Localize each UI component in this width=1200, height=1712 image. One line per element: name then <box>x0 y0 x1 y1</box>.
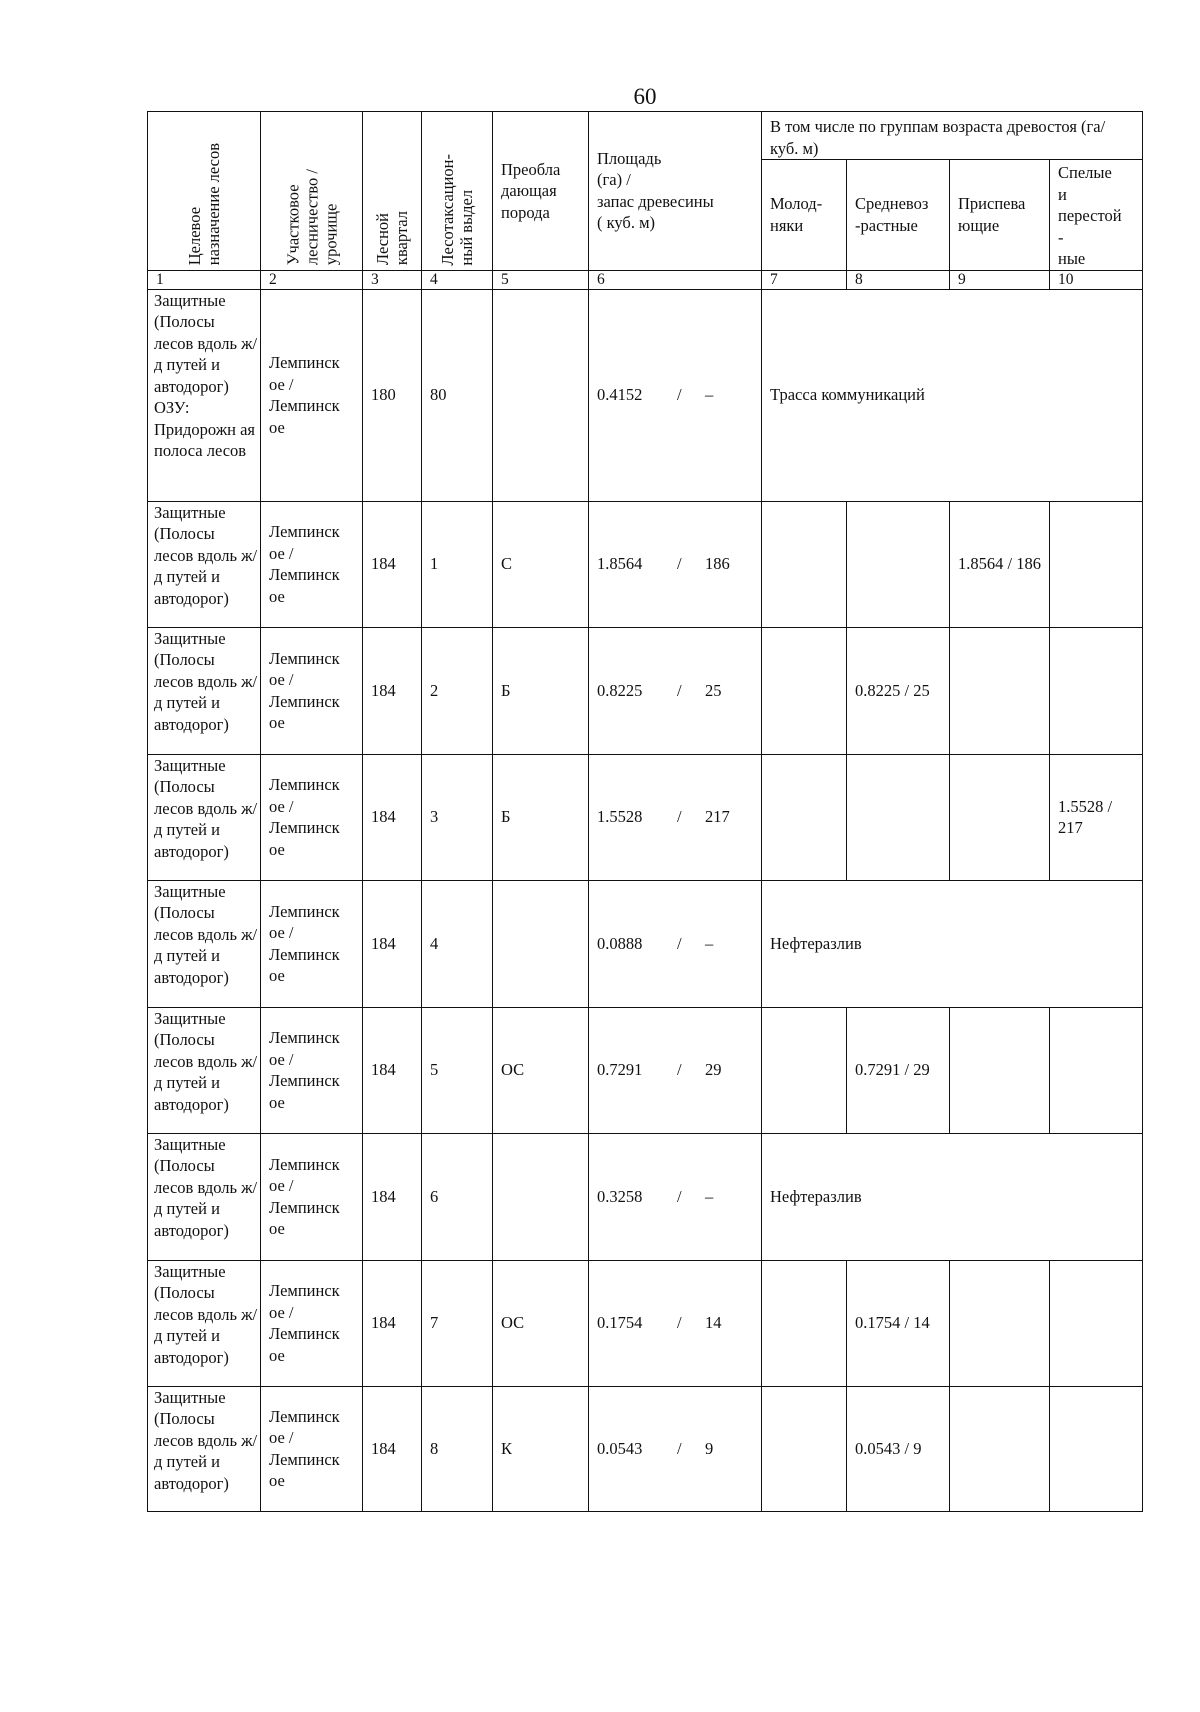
column-number: 6 <box>589 270 762 289</box>
header-plot <box>422 112 493 271</box>
cell-premature <box>950 1386 1050 1511</box>
column-number: 8 <box>847 270 950 289</box>
cell-species: С <box>493 501 589 627</box>
cell-quarter: 184 <box>363 754 422 880</box>
cell-premature: 1.8564 / 186 <box>950 501 1050 627</box>
cell-area-stock <box>589 627 762 754</box>
cell-area-stock <box>589 289 762 501</box>
cell-purpose: Защитные (Полосы лесов вдоль ж/д путей и автодорог) <box>148 627 261 754</box>
column-number: 1 <box>148 270 261 289</box>
column-number: 9 <box>950 270 1050 289</box>
cell-young <box>762 754 847 880</box>
table-row <box>148 289 1143 501</box>
table-row <box>148 501 1143 627</box>
table-header <box>148 112 1143 290</box>
cell-area-stock <box>589 880 762 1007</box>
cell-forestry: Лемпинск ое / Лемпинск ое <box>261 1386 363 1511</box>
cell-species <box>493 289 589 501</box>
cell-plot: 6 <box>422 1133 493 1260</box>
table-row <box>148 754 1143 880</box>
header-premature-text: Приспева ющие <box>958 194 1026 235</box>
cell-young <box>762 1386 847 1511</box>
cell-mature <box>1050 1007 1143 1133</box>
cell-middle: 0.0543 / 9 <box>847 1386 950 1511</box>
header-age-groups: В том числе по группам возраста древостоя (га/ куб. м) <box>762 112 1143 160</box>
cell-middle: 0.7291 / 29 <box>847 1007 950 1133</box>
cell-quarter: 184 <box>363 1386 422 1511</box>
cell-area-stock <box>589 1260 762 1386</box>
slash-separator: / <box>677 1186 682 1206</box>
cell-premature <box>950 627 1050 754</box>
cell-stock: 14 <box>705 1313 722 1333</box>
cell-mature <box>1050 1260 1143 1386</box>
cell-forestry: Лемпинск ое / Лемпинск ое <box>261 289 363 501</box>
cell-forestry: Лемпинск ое / Лемпинск ое <box>261 1007 363 1133</box>
cell-young <box>762 1260 847 1386</box>
cell-stock: 29 <box>705 1060 722 1080</box>
column-number: 4 <box>422 270 493 289</box>
cell-forestry: Лемпинск ое / Лемпинск ое <box>261 880 363 1007</box>
header-plot-text: Лесотаксацион- ный выдел <box>438 153 476 266</box>
page-number: 60 <box>633 84 657 109</box>
cell-forestry: Лемпинск ое / Лемпинск ое <box>261 754 363 880</box>
cell-young <box>762 1007 847 1133</box>
cell-plot: 7 <box>422 1260 493 1386</box>
cell-middle <box>847 501 950 627</box>
cell-stock: – <box>705 385 714 405</box>
header-quarter-text: Лесной квартал <box>373 211 411 266</box>
cell-mature <box>1050 1386 1143 1511</box>
table-row <box>148 1386 1143 1511</box>
cell-middle: 0.8225 / 25 <box>847 627 950 754</box>
header-purpose-text: Целевое назначение лесов <box>185 143 223 266</box>
cell-area: 1.5528 <box>597 807 643 827</box>
header-premature <box>950 160 1050 271</box>
cell-forestry: Лемпинск ое / Лемпинск ое <box>261 1133 363 1260</box>
cell-premature <box>950 1007 1050 1133</box>
cell-plot: 4 <box>422 880 493 1007</box>
cell-quarter: 184 <box>363 1260 422 1386</box>
cell-forestry: Лемпинск ое / Лемпинск ое <box>261 1260 363 1386</box>
cell-species: ОС <box>493 1260 589 1386</box>
table-row <box>148 880 1143 1007</box>
cell-middle <box>847 754 950 880</box>
cell-quarter: 184 <box>363 627 422 754</box>
cell-mature <box>1050 501 1143 627</box>
cell-species: ОС <box>493 1007 589 1133</box>
cell-mature <box>1050 627 1143 754</box>
cell-area-stock <box>589 754 762 880</box>
cell-note: Нефтеразлив <box>762 1133 1143 1260</box>
cell-area-stock <box>589 1007 762 1133</box>
column-number: 3 <box>363 270 422 289</box>
table-row <box>148 1260 1143 1386</box>
cell-young <box>762 627 847 754</box>
header-middle <box>847 160 950 271</box>
header-mature <box>1050 160 1143 271</box>
slash-separator: / <box>677 807 682 827</box>
forest-plots-table <box>147 111 1143 1512</box>
header-quarter <box>363 112 422 271</box>
header-forestry <box>261 112 363 271</box>
cell-purpose: Защитные (Полосы лесов вдоль ж/д путей и автодорог) <box>148 880 261 1007</box>
cell-young <box>762 501 847 627</box>
cell-area-stock <box>589 1386 762 1511</box>
cell-note: Трасса коммуникаций <box>762 289 1143 501</box>
slash-separator: / <box>677 1313 682 1333</box>
cell-quarter: 184 <box>363 1133 422 1260</box>
slash-separator: / <box>677 680 682 700</box>
cell-quarter: 180 <box>363 289 422 501</box>
header-middle-text: Средневоз -растные <box>855 194 929 235</box>
cell-area: 0.3258 <box>597 1186 643 1206</box>
cell-plot: 5 <box>422 1007 493 1133</box>
cell-species: Б <box>493 754 589 880</box>
table-row <box>148 1007 1143 1133</box>
header-young <box>762 160 847 271</box>
cell-plot: 80 <box>422 289 493 501</box>
column-numbers-row <box>148 270 1143 289</box>
slash-separator: / <box>677 385 682 405</box>
cell-quarter: 184 <box>363 880 422 1007</box>
cell-area: 0.0888 <box>597 933 643 953</box>
cell-plot: 1 <box>422 501 493 627</box>
cell-quarter: 184 <box>363 501 422 627</box>
cell-species: К <box>493 1386 589 1511</box>
cell-species: Б <box>493 627 589 754</box>
cell-area: 1.8564 <box>597 554 643 574</box>
cell-area: 0.1754 <box>597 1313 643 1333</box>
cell-stock: 186 <box>705 554 730 574</box>
header-area <box>589 112 762 271</box>
slash-separator: / <box>677 1060 682 1080</box>
slash-separator: / <box>677 1438 682 1458</box>
cell-note: Нефтеразлив <box>762 880 1143 1007</box>
cell-area-stock <box>589 1133 762 1260</box>
cell-purpose: Защитные (Полосы лесов вдоль ж/д путей и автодорог) <box>148 754 261 880</box>
cell-stock: 217 <box>705 807 730 827</box>
header-mature-text: Спелые и перестой - ные <box>1058 163 1122 268</box>
cell-area: 0.7291 <box>597 1060 643 1080</box>
cell-purpose: Защитные (Полосы лесов вдоль ж/д путей и автодорог) <box>148 1386 261 1511</box>
cell-purpose: Защитные (Полосы лесов вдоль ж/д путей и автодорог) <box>148 1260 261 1386</box>
header-area-text: Площадь (га) / запас древесины ( куб. м) <box>597 148 714 233</box>
slash-separator: / <box>677 933 682 953</box>
cell-plot: 8 <box>422 1386 493 1511</box>
cell-purpose: Защитные (Полосы лесов вдоль ж/д путей и автодорог) ОЗУ: Придорожн ая полоса лесов <box>148 289 261 501</box>
cell-area: 0.8225 <box>597 680 643 700</box>
cell-stock: – <box>705 1186 714 1206</box>
header-young-text: Молод- няки <box>770 194 823 235</box>
cell-species <box>493 880 589 1007</box>
slash-separator: / <box>677 554 682 574</box>
column-number: 2 <box>261 270 363 289</box>
cell-purpose: Защитные (Полосы лесов вдоль ж/д путей и автодорог) <box>148 501 261 627</box>
cell-stock: 9 <box>705 1438 714 1458</box>
cell-mature: 1.5528 / 217 <box>1050 754 1143 880</box>
table-body <box>148 289 1143 1511</box>
cell-stock: – <box>705 933 714 953</box>
header-forestry-text: Участковое лесничество / урочище <box>283 169 340 266</box>
cell-premature <box>950 754 1050 880</box>
cell-species <box>493 1133 589 1260</box>
cell-plot: 2 <box>422 627 493 754</box>
header-species <box>493 112 589 271</box>
header-purpose <box>148 112 261 271</box>
cell-area: 0.0543 <box>597 1438 643 1458</box>
cell-area-stock <box>589 501 762 627</box>
cell-middle: 0.1754 / 14 <box>847 1260 950 1386</box>
cell-area: 0.4152 <box>597 385 643 405</box>
table-row <box>148 1133 1143 1260</box>
cell-forestry: Лемпинск ое / Лемпинск ое <box>261 501 363 627</box>
column-number: 7 <box>762 270 847 289</box>
cell-purpose: Защитные (Полосы лесов вдоль ж/д путей и автодорог) <box>148 1133 261 1260</box>
cell-purpose: Защитные (Полосы лесов вдоль ж/д путей и автодорог) <box>148 1007 261 1133</box>
cell-premature <box>950 1260 1050 1386</box>
cell-stock: 25 <box>705 680 722 700</box>
header-species-text: Преобла дающая порода <box>501 159 561 222</box>
column-number: 5 <box>493 270 589 289</box>
cell-forestry: Лемпинск ое / Лемпинск ое <box>261 627 363 754</box>
cell-quarter: 184 <box>363 1007 422 1133</box>
cell-plot: 3 <box>422 754 493 880</box>
table-row <box>148 627 1143 754</box>
column-number: 10 <box>1050 270 1143 289</box>
